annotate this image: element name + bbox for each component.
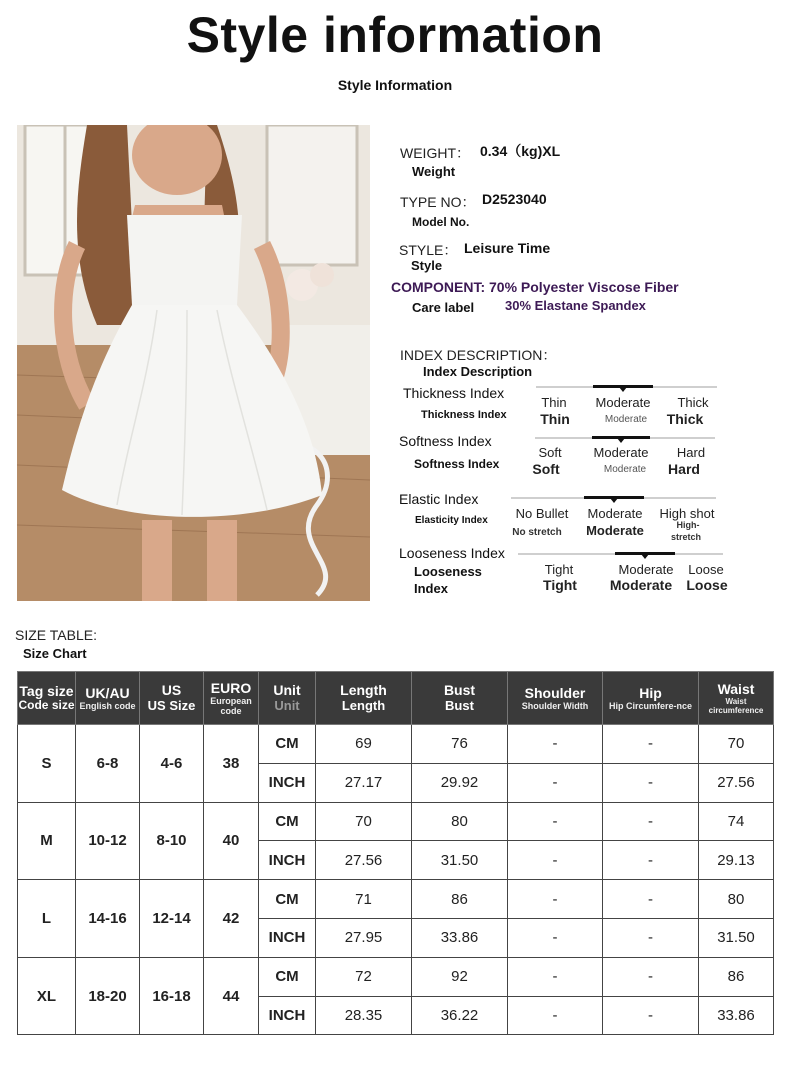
uk-au-cell: 14-16 <box>76 880 140 958</box>
softness-sub-moderate: Moderate <box>603 464 647 475</box>
thickness-sub-moderate: Moderate <box>604 414 648 425</box>
shoulder-cell: - <box>508 841 603 880</box>
bust-cell: 36.22 <box>412 996 508 1035</box>
uk-au-cell: 10-12 <box>76 802 140 880</box>
header-shoulder <box>508 672 603 725</box>
hip-cell: - <box>603 880 699 919</box>
softness-index-label: Softness Index <box>399 433 492 449</box>
component-line-2: 30% Elastane Spandex <box>505 298 646 313</box>
weight-label: WEIGHT： <box>400 145 470 161</box>
unit-cell: INCH <box>259 918 316 957</box>
thickness-marker-icon <box>619 387 627 392</box>
elastic-sub-stretch: stretch <box>670 532 701 542</box>
header-uk-au-sub: English code <box>79 700 136 711</box>
unit-cell: CM <box>259 957 316 996</box>
header-length <box>316 672 412 725</box>
index-description-label: INDEX DESCRIPTION： <box>400 347 557 363</box>
header-shoulder-main: Shoulder <box>524 684 586 701</box>
us-cell: 16-18 <box>140 957 204 1035</box>
waist-cell: 33.86 <box>699 996 774 1035</box>
header-bust-sub: Bust <box>445 697 474 713</box>
waist-cell: 29.13 <box>699 841 774 880</box>
waist-cell: 86 <box>699 957 774 996</box>
elastic-option-no-bullet: No Bullet <box>515 506 569 521</box>
elastic-sub-no-stretch: No stretch <box>512 527 562 538</box>
hip-cell: - <box>603 725 699 764</box>
softness-marker-icon <box>617 438 625 443</box>
shoulder-cell: - <box>508 802 603 841</box>
length-cell: 71 <box>316 880 412 919</box>
softness-index-sub: Softness Index <box>414 457 500 471</box>
elastic-index-sub: Elasticity Index <box>415 515 488 526</box>
type-value: D2523040 <box>482 191 547 207</box>
shoulder-cell: - <box>508 918 603 957</box>
table-row <box>18 725 774 764</box>
header-euro-sub: European code <box>210 695 252 717</box>
header-length-sub: Length <box>341 697 386 713</box>
length-cell: 27.95 <box>316 918 412 957</box>
header-unit-sub: Unit <box>274 697 300 713</box>
looseness-sub-loose: Loose <box>686 577 728 593</box>
style-value: Leisure Time <box>464 240 551 256</box>
style-label: STYLE： <box>399 242 458 258</box>
header-hip-sub: Hip Circumfere-nce <box>608 700 693 711</box>
product-photo <box>17 125 370 601</box>
thickness-sub-thin: Thin <box>540 411 570 427</box>
bust-cell: 31.50 <box>412 841 508 880</box>
thickness-sub-thick: Thick <box>666 411 704 427</box>
hip-cell: - <box>603 841 699 880</box>
header-uk-au <box>76 672 140 725</box>
bust-cell: 29.92 <box>412 763 508 802</box>
hip-cell: - <box>603 918 699 957</box>
length-cell: 72 <box>316 957 412 996</box>
looseness-option-loose: Loose <box>688 562 724 577</box>
bust-cell: 86 <box>412 880 508 919</box>
waist-cell: 31.50 <box>699 918 774 957</box>
header-waist <box>699 672 774 725</box>
looseness-sub-tight: Tight <box>543 577 577 593</box>
thickness-option-moderate: Moderate <box>595 395 651 410</box>
style-sub-label: Style <box>411 258 443 273</box>
unit-cell: CM <box>259 802 316 841</box>
header-shoulder-sub: Shoulder Width <box>521 700 589 711</box>
elastic-option-moderate: Moderate <box>587 506 643 521</box>
waist-cell: 74 <box>699 802 774 841</box>
thickness-index-label: Thickness Index <box>403 385 505 401</box>
looseness-marker-icon <box>641 554 649 559</box>
softness-option-moderate: Moderate <box>593 445 649 460</box>
header-us <box>140 672 204 725</box>
header-bust <box>412 672 508 725</box>
type-sub-label: Model No. <box>412 215 470 229</box>
header-tag-size <box>18 672 76 725</box>
size-cell: S <box>18 725 76 803</box>
header-tag-size-sub: Code size <box>18 698 75 713</box>
euro-cell: 44 <box>204 957 259 1035</box>
waist-cell: 70 <box>699 725 774 764</box>
header-euro-main: EURO <box>210 679 252 696</box>
looseness-index-sub-2: Index <box>414 581 448 596</box>
header-hip-main: Hip <box>639 684 662 701</box>
table-header-row <box>18 672 774 725</box>
softness-option-hard: Hard <box>676 445 706 460</box>
elastic-option-high-shot: High shot <box>659 506 715 521</box>
header-length-main: Length <box>340 682 387 699</box>
shoulder-cell: - <box>508 996 603 1035</box>
length-cell: 27.17 <box>316 763 412 802</box>
size-cell: L <box>18 880 76 958</box>
length-cell: 70 <box>316 802 412 841</box>
weight-value: 0.34（kg)XL <box>480 143 561 159</box>
unit-cell: INCH <box>259 996 316 1035</box>
length-cell: 27.56 <box>316 841 412 880</box>
unit-cell: CM <box>259 880 316 919</box>
component-line: COMPONENT: 70% Polyester Viscose Fiber <box>391 279 679 295</box>
header-us-sub: US Size <box>147 697 196 713</box>
shoulder-cell: - <box>508 880 603 919</box>
header-bust-main: Bust <box>443 682 476 699</box>
thickness-option-thick: Thick <box>677 395 709 410</box>
looseness-sub-moderate: Moderate <box>609 577 673 593</box>
table-row <box>18 802 774 841</box>
length-cell: 28.35 <box>316 996 412 1035</box>
header-euro <box>204 672 259 725</box>
size-chart-table <box>17 671 774 1035</box>
looseness-option-tight: Tight <box>544 562 574 577</box>
softness-sub-hard: Hard <box>668 461 700 477</box>
size-table-label: SIZE TABLE: <box>15 627 97 643</box>
bust-cell: 76 <box>412 725 508 764</box>
length-cell: 69 <box>316 725 412 764</box>
header-unit <box>259 672 316 725</box>
size-cell: M <box>18 802 76 880</box>
looseness-option-moderate: Moderate <box>618 562 674 577</box>
unit-cell: CM <box>259 725 316 764</box>
shoulder-cell: - <box>508 763 603 802</box>
unit-cell: INCH <box>259 841 316 880</box>
hip-cell: - <box>603 802 699 841</box>
thickness-index-scale <box>536 386 717 388</box>
shoulder-cell: - <box>508 957 603 996</box>
shoulder-cell: - <box>508 725 603 764</box>
uk-au-cell: 18-20 <box>76 957 140 1035</box>
page-title: Style information <box>186 7 604 63</box>
index-description-sub: Index Description <box>423 364 533 379</box>
elastic-index-scale <box>511 497 716 499</box>
thickness-index-sub: Thickness Index <box>421 409 507 421</box>
header-tag-size-main: Tag size <box>19 683 74 700</box>
us-cell: 4-6 <box>140 725 204 803</box>
header-us-main: US <box>161 682 182 699</box>
softness-sub-soft: Soft <box>532 461 560 477</box>
hip-cell: - <box>603 763 699 802</box>
header-waist-main: Waist <box>717 680 755 697</box>
bust-cell: 33.86 <box>412 918 508 957</box>
euro-cell: 42 <box>204 880 259 958</box>
table-row <box>18 880 774 919</box>
header-hip <box>603 672 699 725</box>
type-label: TYPE NO： <box>400 194 476 210</box>
euro-cell: 40 <box>204 802 259 880</box>
looseness-index-scale <box>518 553 723 555</box>
waist-cell: 27.56 <box>699 763 774 802</box>
waist-cell: 80 <box>699 880 774 919</box>
elastic-marker-icon <box>610 498 618 503</box>
thickness-option-thin: Thin <box>541 395 567 410</box>
looseness-index-label: Looseness Index <box>399 545 505 561</box>
weight-sub-label: Weight <box>412 164 456 179</box>
page-subtitle: Style Information <box>337 77 453 93</box>
uk-au-cell: 6-8 <box>76 725 140 803</box>
header-unit-main: Unit <box>273 682 301 699</box>
bust-cell: 92 <box>412 957 508 996</box>
softness-index-scale <box>535 437 715 439</box>
us-cell: 8-10 <box>140 802 204 880</box>
elastic-index-label: Elastic Index <box>399 491 479 507</box>
looseness-index-sub: Looseness <box>414 564 482 579</box>
size-chart-label: Size Chart <box>23 646 87 661</box>
softness-option-soft: Soft <box>538 445 562 460</box>
header-uk-au-main: UK/AU <box>85 684 130 701</box>
size-cell: XL <box>18 957 76 1035</box>
header-waist-sub: Waist circumference <box>708 696 764 716</box>
euro-cell: 38 <box>204 725 259 803</box>
unit-cell: INCH <box>259 763 316 802</box>
hip-cell: - <box>603 996 699 1035</box>
bust-cell: 80 <box>412 802 508 841</box>
hip-cell: - <box>603 957 699 996</box>
care-label: Care label <box>412 300 475 315</box>
elastic-sub-high: High- <box>676 520 700 530</box>
table-row <box>18 957 774 996</box>
elastic-sub-moderate: Moderate <box>586 523 644 538</box>
us-cell: 12-14 <box>140 880 204 958</box>
